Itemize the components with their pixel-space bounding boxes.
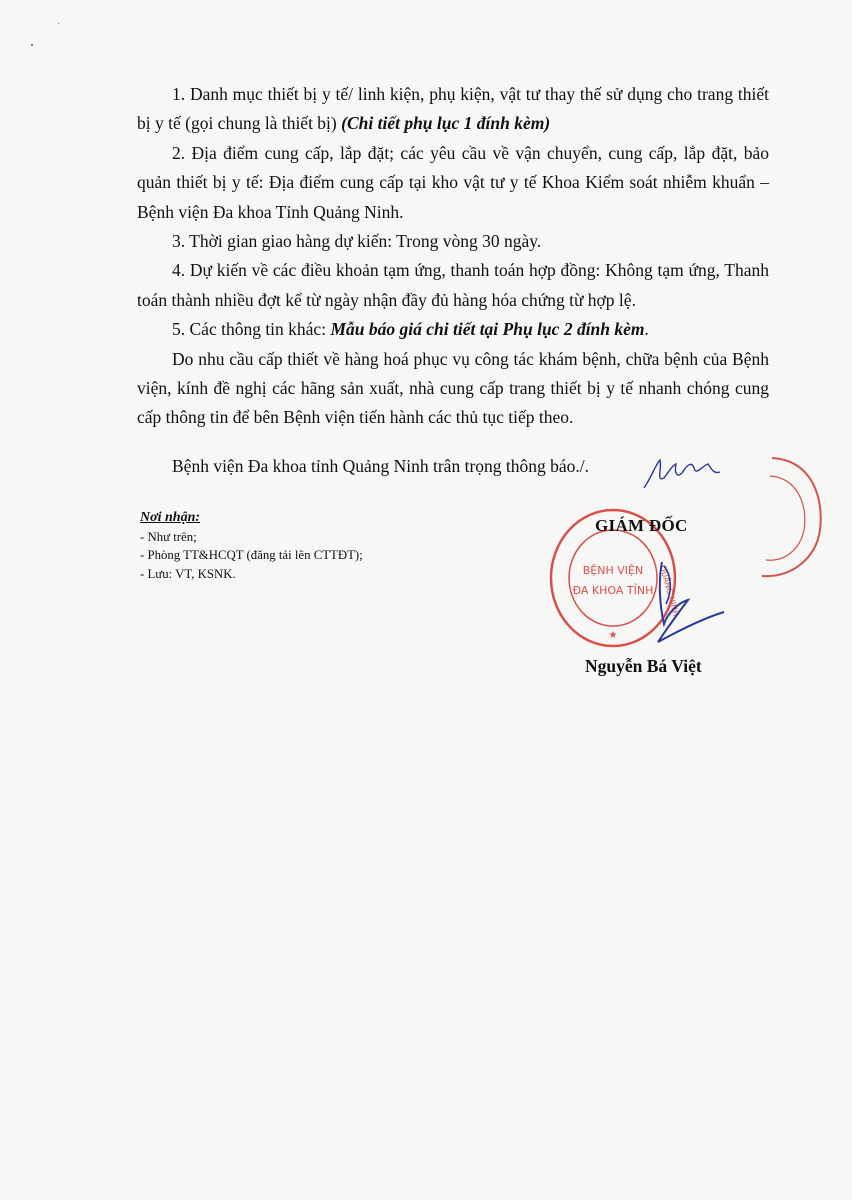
paragraph-5-emphasis: Mẫu báo giá chi tiết tại Phụ lục 2 đính kèm: [330, 319, 645, 340]
body-text: [137, 80, 769, 433]
paragraph-5-end: .: [644, 319, 649, 340]
seal-rim-text: QUẢNG NINH: [658, 564, 681, 618]
director-title: GIÁM ĐỐC: [595, 516, 688, 535]
seal-line-2: ĐA KHOA TỈNH: [572, 584, 654, 597]
paragraph-2: 2. Địa điểm cung cấp, lắp đặt; các yêu cầu về vận chuyển, cung cấp, lắp đặt, bảo quản thiết bị y tế: Địa điểm cung cấp tại kho vật tư y tế Khoa Kiểm soát nhiễm khuẩn – Bệnh viện Đa khoa Tỉnh Quảng Ninh.: [137, 142, 769, 222]
paragraph-5: [137, 315, 769, 344]
overlapping-seal: [752, 448, 832, 588]
recipient-item: - Phòng TT&HCQT (đăng tải lên CTTĐT);: [140, 548, 363, 562]
recipients-title: Nơi nhận:: [140, 510, 201, 525]
scan-speck: [31, 44, 33, 46]
paragraph-1-emphasis: (Chi tiết phụ lục 1 đính kèm): [341, 113, 551, 134]
paragraph-3: 3. Thời gian giao hàng dự kiến: Trong vòng 30 ngày.: [172, 231, 542, 252]
closing-line: Bệnh viện Đa khoa tỉnh Quảng Ninh trân trọng thông báo./.: [172, 456, 590, 476]
seal-line-1: BỆNH VIỆN: [582, 564, 644, 577]
recipients-block: [140, 509, 363, 583]
scan-speck: [58, 23, 59, 24]
seal-star: ★: [608, 630, 618, 641]
paragraph-5-text: 5. Các thông tin khác:: [172, 319, 331, 340]
initials-signature: [642, 456, 722, 496]
recipient-item: - Lưu: VT, KSNK.: [140, 566, 236, 581]
paragraph-4: 4. Dự kiến về các điều khoản tạm ứng, thanh toán hợp đồng: Không tạm ứng, Thanh toán thành nhiều đợt kể từ ngày nhận đầy đủ hàng hóa chứng từ hợp lệ.: [137, 260, 769, 310]
paragraph-6: Do nhu cầu cấp thiết về hàng hoá phục vụ công tác khám bệnh, chữa bệnh của Bệnh viện, kính đề nghị các hãng sản xuất, nhà cung cấp trang thiết bị y tế nhanh chóng cung cấp thông tin để bên Bệnh viện tiến hành các thủ tục tiếp theo.: [137, 348, 769, 428]
director-signature: [600, 552, 730, 652]
paragraph-1: [137, 80, 769, 139]
paragraph-1-text: 1. Danh mục thiết bị y tế/ linh kiện, phụ kiện, vật tư thay thế sử dụng cho trang thiết bị y tế (gọi chung là thiết bị): [137, 84, 769, 134]
recipient-item: - Như trên;: [140, 529, 197, 544]
signer-name: Nguyễn Bá Việt: [585, 656, 702, 676]
